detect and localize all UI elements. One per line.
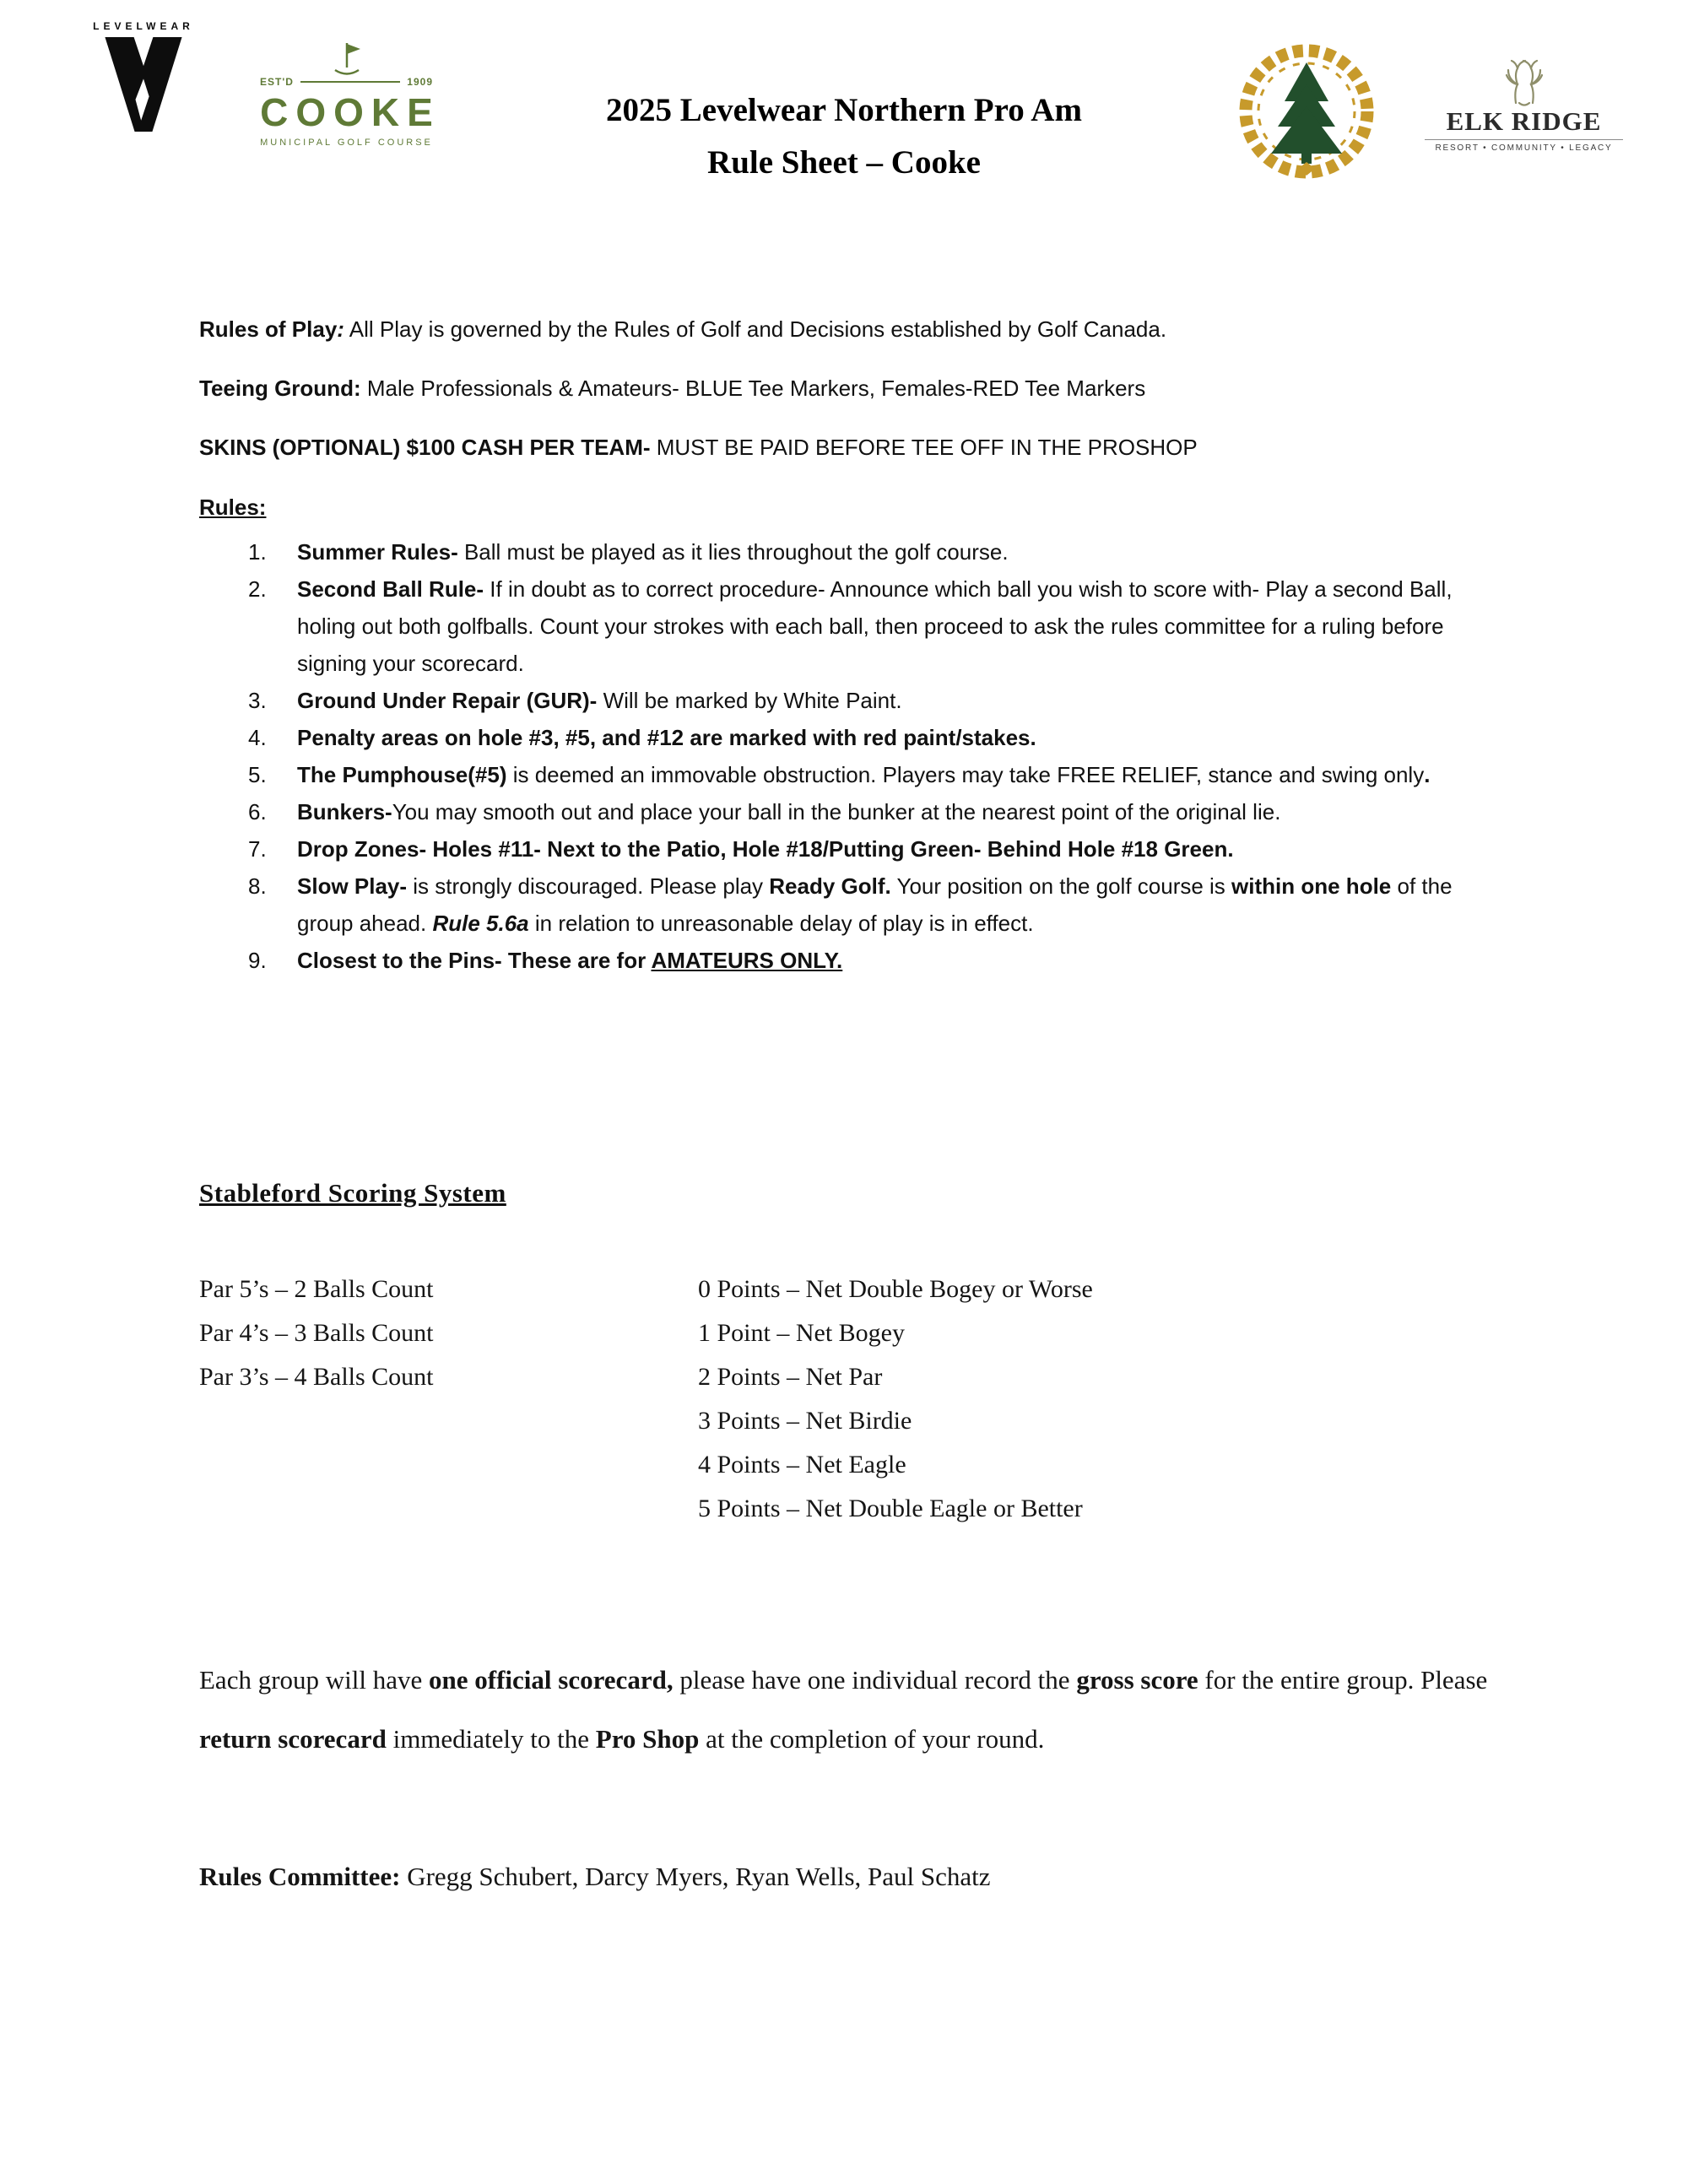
text-segment: AMATEURS ONLY.: [651, 948, 843, 973]
rule-number: 9.: [248, 948, 267, 973]
rule-text: [297, 793, 1491, 830]
text-segment: Bunkers-: [297, 799, 392, 824]
text-segment: gross score: [1076, 1665, 1198, 1695]
score-line: 3 Points – Net Birdie: [698, 1407, 912, 1435]
text-segment: Slow Play-: [297, 873, 408, 899]
rule-text: [297, 570, 1491, 682]
text-segment: please have one individual record the: [673, 1665, 1077, 1695]
text-segment: within one hole: [1231, 873, 1392, 899]
intro-line: [199, 373, 1506, 403]
cooke-established-row: [260, 76, 433, 88]
text-segment: Each group will have: [199, 1665, 430, 1695]
score-line: 1 Point – Net Bogey: [698, 1319, 905, 1347]
cooke-est-year: 1909: [407, 76, 433, 88]
rule-item: [248, 570, 1499, 682]
rule-text: [297, 682, 1491, 719]
rule-number: 6.: [248, 799, 267, 824]
text-segment: Rule 5.6a: [432, 911, 529, 936]
text-segment: for the entire group. Please: [1198, 1665, 1488, 1695]
rule-text: [297, 756, 1491, 793]
score-line: 2 Points – Net Par: [698, 1363, 883, 1391]
rule-item: [248, 942, 1499, 979]
score-line: 5 Points – Net Double Eagle or Better: [698, 1495, 1083, 1522]
rule-number: 7.: [248, 836, 267, 862]
text-segment: is strongly discouraged. Please play: [407, 873, 770, 899]
rules-list: [248, 533, 1499, 979]
text-segment: Rules Committee:: [199, 1862, 401, 1891]
text-segment: Pro Shop: [595, 1724, 700, 1754]
rule-text: [297, 830, 1491, 868]
text-segment: The Pumphouse(#5): [297, 762, 507, 787]
text-segment: Penalty areas on hole #3, #5, and #12 are marked with red paint/stakes.: [297, 725, 1036, 750]
rule-number: 2.: [248, 576, 267, 602]
text-segment: is deemed an immovable obstruction. Players may take FREE RELIEF, stance and swing only: [506, 762, 1425, 787]
text-segment: of the group ahead.: [297, 873, 1453, 936]
text-segment: Rules of Play: [199, 316, 338, 342]
rule-item: [248, 830, 1499, 868]
intro-lines: [199, 314, 1506, 491]
rule-number: 8.: [248, 873, 267, 899]
elk-ridge-logo: [1425, 52, 1623, 153]
rule-item: [248, 682, 1499, 719]
intro-line: [199, 314, 1506, 344]
intro-line: [199, 432, 1506, 462]
golf-flag-icon: [252, 41, 441, 76]
text-segment: Summer Rules-: [297, 539, 458, 565]
stableford-heading: Stableford Scoring System: [199, 1178, 506, 1208]
pine-wreath-logo: [1231, 34, 1382, 186]
rule-text: [297, 719, 1491, 756]
levelwear-logo: [84, 20, 203, 132]
rule-item: [248, 756, 1499, 793]
stableford-left-column: [199, 1268, 434, 1399]
text-segment: :: [337, 316, 344, 342]
rule-item: [248, 793, 1499, 830]
closing-paragraph: [199, 1651, 1499, 1769]
text-segment: SKINS (OPTIONAL) $100 CASH PER TEAM-: [199, 435, 651, 460]
score-line: Par 4’s – 3 Balls Count: [199, 1319, 434, 1347]
rules-committee: [199, 1862, 1499, 1892]
rule-text: [297, 533, 1491, 570]
text-segment: Male Professionals & Amateurs- BLUE Tee Markers, Females-RED Tee Markers: [360, 376, 1146, 401]
rules-heading: Rules:: [199, 495, 267, 520]
text-segment: Teeing Ground:: [199, 376, 361, 401]
scoring-columns: [199, 1268, 1499, 1538]
rule-text: [297, 868, 1491, 942]
text-segment: in relation to unreasonable delay of play is in effect.: [528, 911, 1034, 936]
text-segment: You may smooth out and place your ball in the bunker at the nearest point of the original lie.: [392, 799, 1281, 824]
text-segment: Ground Under Repair (GUR)-: [297, 688, 598, 713]
stableford-right-column: [698, 1268, 1093, 1531]
text-segment: Closest to the Pins- These are for: [297, 948, 652, 973]
rule-item: [248, 533, 1499, 570]
text-segment: All Play is governed by the Rules of Golf and Decisions established by Golf Canada.: [344, 316, 1167, 342]
rule-text: [297, 942, 1491, 979]
text-segment: one official scorecard,: [429, 1665, 674, 1695]
rule-number: 5.: [248, 762, 267, 787]
rule-number: 4.: [248, 725, 267, 750]
text-segment: at the completion of your round.: [699, 1724, 1045, 1754]
elk-antlers-icon: [1425, 52, 1623, 106]
rule-item: [248, 719, 1499, 756]
text-segment: Ball must be played as it lies throughout the golf course.: [457, 539, 1009, 565]
text-segment: MUST BE PAID BEFORE TEE OFF IN THE PROSHOP: [650, 435, 1198, 460]
text-segment: Your position on the golf course is: [890, 873, 1232, 899]
est-divider-line: [300, 81, 400, 83]
rule-item: [248, 868, 1499, 942]
rule-number: 3.: [248, 688, 267, 713]
cooke-logo: [252, 41, 441, 148]
rule-number: 1.: [248, 539, 267, 565]
text-segment: .: [1424, 762, 1431, 787]
elk-ridge-subtitle: RESORT • COMMUNITY • LEGACY: [1425, 139, 1623, 153]
elk-ridge-wordmark: ELK RIDGE: [1446, 106, 1602, 136]
title-line-1: 2025 Levelwear Northern Pro Am: [606, 92, 1082, 128]
text-segment: If in doubt as to correct procedure- Announce which ball you wish to score with- Play a second Ball, holing out both golfballs. Count your strokes with each ball, then proceed to ask the rules committee for a ruling before signing your scorecard.: [297, 576, 1453, 676]
cooke-subtitle: MUNICIPAL GOLF COURSE: [260, 138, 433, 148]
score-line: 4 Points – Net Eagle: [698, 1451, 906, 1479]
text-segment: Gregg Schubert, Darcy Myers, Ryan Wells, Paul Schatz: [400, 1862, 991, 1891]
text-segment: Second Ball Rule-: [297, 576, 484, 602]
score-line: Par 3’s – 4 Balls Count: [199, 1363, 434, 1391]
text-segment: return scorecard: [199, 1724, 387, 1754]
document-title: [523, 84, 1165, 189]
text-segment: Will be marked by White Paint.: [597, 688, 902, 713]
levelwear-brand-text: LEVELWEAR: [93, 20, 194, 32]
text-segment: immediately to the: [386, 1724, 596, 1754]
text-segment: Drop Zones- Holes #11- Next to the Patio, Hole #18/Putting Green- Behind Hole #18 Green.: [297, 836, 1234, 862]
cooke-est-prefix: EST'D: [260, 76, 294, 88]
score-line: Par 5’s – 2 Balls Count: [199, 1275, 434, 1303]
cooke-wordmark: COOKE: [260, 90, 441, 134]
levelwear-mark-icon: [84, 37, 203, 132]
score-line: 0 Points – Net Double Bogey or Worse: [698, 1275, 1093, 1303]
text-segment: Ready Golf.: [769, 873, 891, 899]
title-line-2: Rule Sheet – Cooke: [707, 144, 981, 181]
